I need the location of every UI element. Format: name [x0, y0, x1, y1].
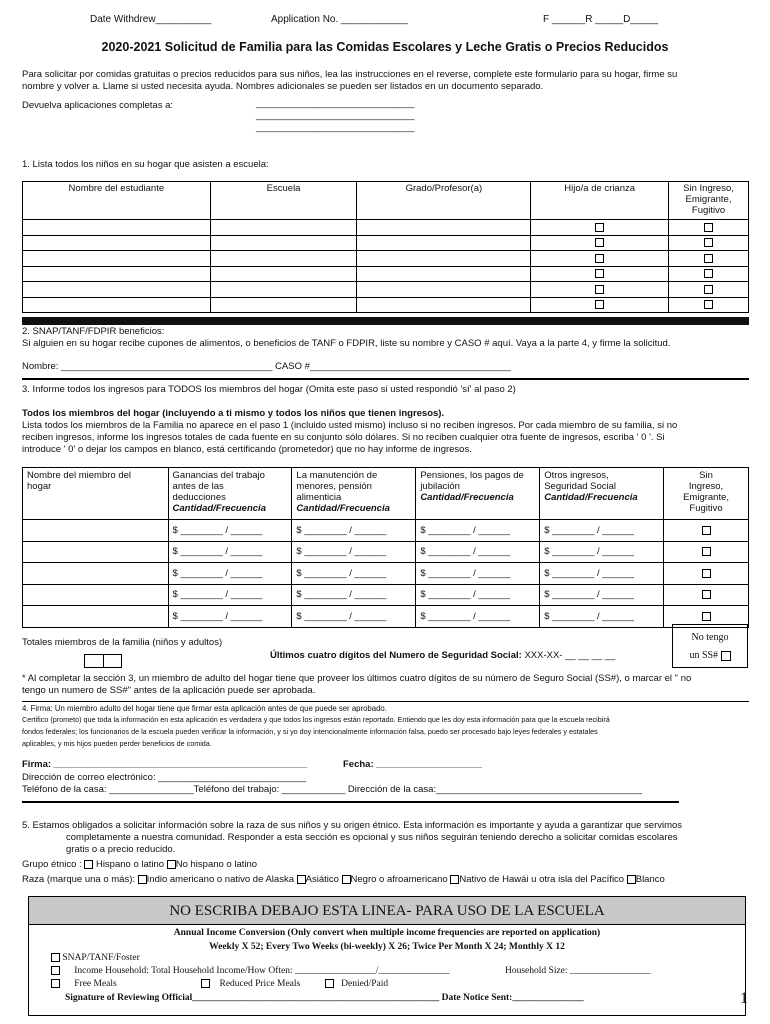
email-line[interactable]: Dirección de correo electrónico: ____________________________ [22, 772, 307, 783]
no-income-checkbox[interactable] [702, 526, 711, 535]
no-ssn-box: No tengo un SS# [672, 624, 748, 668]
school-use-section: NO ESCRIBA DEBAJO ESTA LINEA- PARA USO DE LA ESCUELA Annual Income Conversion (Only convert when multiple income frequencies are reported on application) Weekly X 52; Every Two Weeks (bi-weekly) X 26; Twice Per Month X 24; Monthly X 12 SNAP/TANF/Foster Income Household: Total Household Income/How Often: _________________/_______________ Household Size: _________________ Free Meals Reduced Price Meals Denied/Paid Signature of Reviewing Official____________________________________________________ Date Notice Sent:_______________ [28, 896, 746, 1016]
col-earnings: Ganancias del trabajo antes de las deducciones Cantidad/Frecuencia [168, 468, 292, 520]
race-american-indian-checkbox[interactable] [138, 875, 147, 884]
application-number: Application No. ____________ [271, 14, 408, 25]
intro-text: Para solicitar por comidas gratuitas o precios reducidos para sus niños, lea las instrucciones en el reverse, complete este formulario para su hogar, firme su nombre y volver a. Llame si usted necesita ayuda. Nombres adicionales se pueden ser listados en un documento separado. [22, 69, 678, 92]
table-row [23, 297, 749, 313]
section1-heading: 1. Lista todos los niños en su hogar que asisten a escuela: [22, 159, 269, 170]
reduced-meals-checkbox[interactable] [201, 979, 210, 988]
page-number: 1 [740, 990, 748, 1007]
no-income-checkbox[interactable] [704, 300, 713, 309]
free-meals-checkbox[interactable] [51, 979, 60, 988]
table-row: $ ________ / ______ $ ________ / ______ $ ________ / ______ $ ________ / ______ [23, 520, 749, 542]
race-black-checkbox[interactable] [342, 875, 351, 884]
col-student-name: Nombre del estudiante [23, 182, 211, 220]
denied-checkbox[interactable] [325, 979, 334, 988]
race-line: Raza (marque una o más): Indio americano o nativo de Alaska Asiático Negro o afroamericano Nativo de Hawái u otra isla del Pacífico Blanco [22, 874, 665, 885]
col-other-income: Otros ingresos, Seguridad Social Cantidad/Frecuencia [540, 468, 664, 520]
table-row [23, 251, 749, 267]
date-line[interactable]: Fecha: ____________________ [343, 759, 482, 770]
no-ssn-checkbox[interactable] [721, 651, 731, 661]
table-row: $ ________ / ______ $ ________ / ______ $ ________ / ______ $ ________ / ______ [23, 584, 749, 606]
col-foster: Hijo/a de crianza [531, 182, 669, 220]
snap-row: SNAP/TANF/Foster [51, 953, 140, 963]
table-row [23, 282, 749, 298]
col-no-income: Sin Ingreso, Emigrante, Fugitivo [669, 182, 749, 220]
no-income-checkbox[interactable] [704, 238, 713, 247]
section2 [22, 326, 762, 350]
no-income-checkbox[interactable] [702, 547, 711, 556]
phones-address-line[interactable]: Teléfono de la casa: ________________Teléfono del trabajo: ____________ Dirección de la casa:_______________________________________ [22, 784, 643, 795]
household-total-box[interactable] [84, 654, 122, 668]
section-divider-bar [22, 317, 749, 325]
household-totals-label: Totales miembros de la familia (niños y adultos) [22, 637, 223, 648]
section2-text: Si alguien en su hogar recibe cupones de alimentos, o beneficios de TANF o FDPIR, liste su nombre y CASO # aquí. Vaya a la parte 4, y firme la solicitud. [22, 338, 671, 349]
income-table [22, 467, 749, 628]
income-conversion-title: Annual Income Conversion (Only convert when multiple income frequencies are reported on application) [173, 928, 601, 938]
divider [22, 701, 749, 702]
foster-checkbox[interactable] [595, 223, 604, 232]
divider [22, 801, 679, 803]
section4-heading: 4. Firma: Un miembro adulto del hogar tiene que firmar esta aplicación antes de que puede ser aprobado. [22, 704, 387, 713]
table-row [23, 220, 749, 236]
ethnic-group-line: Grupo étnico : Hispano o latino No hispano o latino [22, 859, 258, 870]
certification-text: Certifico (prometo) que toda la información en esta aplicación es verdadera y que todos los ingresos están reportado. Entiendo que les doy esta información para que la escuela recibirá fondos federales; los funcionarios de la escuela pueden verificar la información, y si yo doy intencionalmente información falsa, puedo ser procesado bajo leyes federales y estatales aplicables, y mis hijos pueden perder beneficios de comida. [22, 715, 610, 748]
col-grade-teacher: Grado/Profesor(a) [357, 182, 531, 220]
signature-line[interactable]: Firma: ________________________________________________ [22, 759, 308, 770]
income-row: Income Household: Total Household Income/How Often: _________________/_______________ [51, 966, 450, 976]
section3-heading: 3. Informe todos los ingresos para TODOS los miembros del hogar (Omita este paso si usted respondió 'sí' al paso 2) [22, 384, 516, 395]
table-row: $ ________ / ______ $ ________ / ______ $ ________ / ______ $ ________ / ______ [23, 563, 749, 585]
snap-checkbox[interactable] [51, 953, 60, 962]
divider [22, 378, 749, 380]
race-white-checkbox[interactable] [627, 875, 636, 884]
no-income-checkbox[interactable] [704, 223, 713, 232]
col-child-support: La manutención de menores, pensión alimenticia Cantidad/Frecuencia [292, 468, 416, 520]
top-admin-line [0, 14, 770, 30]
table-row: $ ________ / ______ $ ________ / ______ $ ________ / ______ $ ________ / ______ [23, 541, 749, 563]
reviewer-signature-line[interactable]: Signature of Reviewing Official____________________________________________________ Date Notice Sent:_______________ [65, 993, 584, 1003]
form-title: 2020-2021 Solicitud de Familia para las Comidas Escolares y Leche Gratis o Precios Reducidos [101, 40, 669, 54]
return-address-lines[interactable]: ______________________________ ______________________________ ______________________________ [256, 98, 415, 133]
table-row [23, 266, 749, 282]
race-pacific-checkbox[interactable] [450, 875, 459, 884]
table-row: $ ________ / ______ $ ________ / ______ $ ________ / ______ $ ________ / ______ [23, 606, 749, 628]
race-asian-checkbox[interactable] [297, 875, 306, 884]
no-income-checkbox[interactable] [702, 612, 711, 621]
income-household-checkbox[interactable] [51, 966, 60, 975]
determination-row: Free Meals [51, 979, 117, 989]
frd-codes: F ______R _____D_____ [543, 14, 659, 25]
household-size[interactable]: Household Size: _________________ [505, 966, 651, 976]
snap-name-case-line[interactable]: Nombre: ________________________________________ CASO #______________________________________ [22, 361, 511, 372]
school-use-header: NO ESCRIBA DEBAJO ESTA LINEA- PARA USO DE LA ESCUELA [29, 897, 745, 925]
foster-checkbox[interactable] [595, 300, 604, 309]
children-table [22, 181, 749, 313]
foster-checkbox[interactable] [595, 285, 604, 294]
date-withdrew: Date Withdrew__________ [90, 14, 212, 25]
no-income-checkbox[interactable] [704, 254, 713, 263]
table-row [23, 235, 749, 251]
non-hispanic-checkbox[interactable] [167, 860, 176, 869]
foster-checkbox[interactable] [595, 238, 604, 247]
section3-instructions: Todos los miembros del hogar (incluyendo a ti mismo y todos los niños que tienen ingresos). Lista todos los miembros de la Familia no aparece en el paso 1 (incluido usted mismo) incluso si no reciben ingresos. Por cada miembro de su familia, si no reciben ingresos, informe los ingresos totales de cada fuente en su conjunto sólo dólares. Si no reciben cualquier otra fuente de ingresos, escriba ' 0 '. Si introduce ' 0' o dejar los campos en blanco, está certificando (prometedor) que no hay informe de ingresos. [22, 408, 678, 455]
no-income-checkbox[interactable] [704, 285, 713, 294]
col-no-income: Sin Ingreso, Emigrante, Fugitivo [664, 468, 749, 520]
no-income-checkbox[interactable] [702, 590, 711, 599]
ssn-note: * Al completar la sección 3, un miembro de adulto del hogar tiene que proveer los últimos cuatro dígitos de su número de Seguro Social (SS#), o marcar el " no tengo un numero de SS#" antes de la aplicación puede ser aprobada. [22, 673, 692, 696]
foster-checkbox[interactable] [595, 254, 604, 263]
col-pensions: Pensiones, los pagos de jubilación Cantidad/Frecuencia [416, 468, 540, 520]
section5-text: 5. Estamos obligados a solicitar información sobre la raza de sus niños y su origen étnico. Esta información es importante y ayuda a garantizar que servimos completamente a nuestra comunidad. Responder a esta sección es opcional y sus niños seguirán teniendo derecho a solicitar comidas escolares gratis o a precio reducido. [22, 820, 683, 855]
no-income-checkbox[interactable] [702, 569, 711, 578]
hispanic-checkbox[interactable] [84, 860, 93, 869]
col-school: Escuela [210, 182, 357, 220]
section2-heading: 2. SNAP/TANF/FDPIR beneficios: [22, 326, 165, 337]
col-member-name: Nombre del miembro del hogar [23, 468, 169, 520]
ssn-line[interactable]: Últimos cuatro dígitos del Numero de Seguridad Social: XXX-XX- __ __ __ __ [270, 650, 616, 661]
foster-checkbox[interactable] [595, 269, 604, 278]
income-conversion-rules: Weekly X 52; Every Two Weeks (bi-weekly) X 26; Twice Per Month X 24; Monthly X 12 [209, 942, 565, 952]
no-income-checkbox[interactable] [704, 269, 713, 278]
return-label: Devuelva aplicaciones completas a: [22, 100, 174, 111]
